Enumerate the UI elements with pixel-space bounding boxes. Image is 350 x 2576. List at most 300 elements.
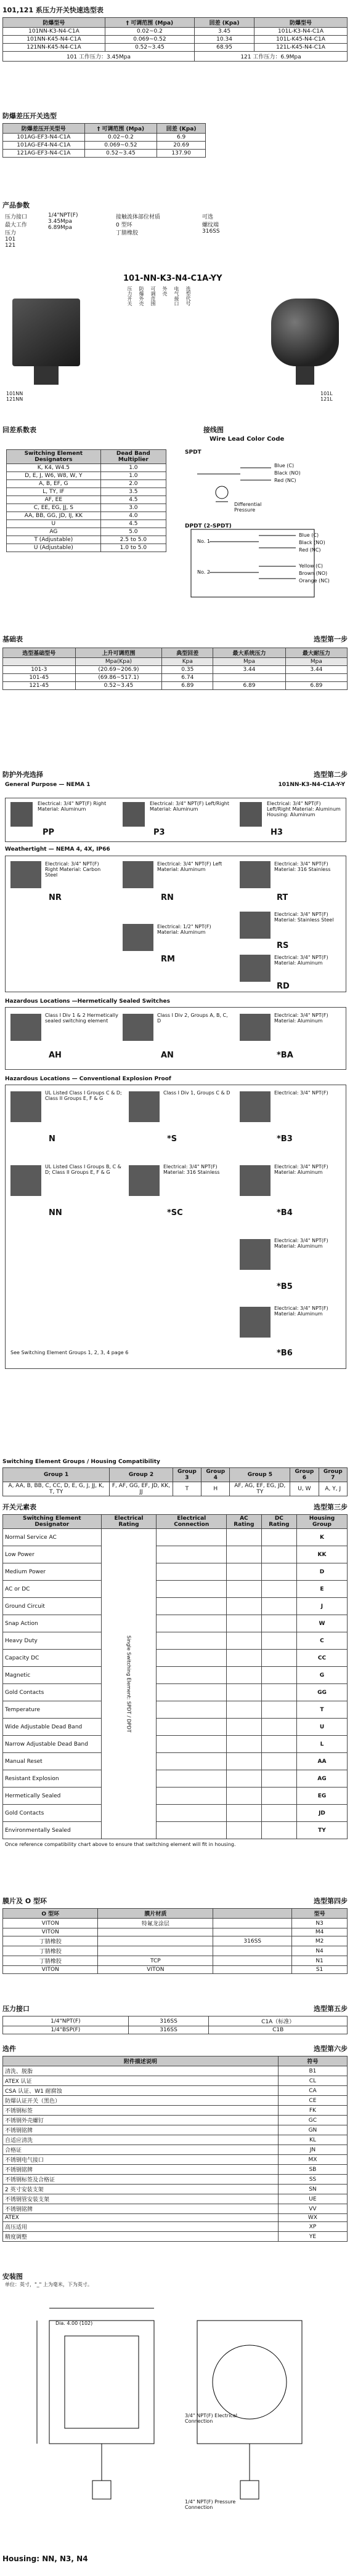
callout: 1/4" NPT(F) Pressure Connection (185, 2499, 236, 2510)
enclosure-code: P3 (153, 828, 165, 837)
table-cell (3, 658, 76, 666)
table-cell: 316SS (213, 1936, 292, 1946)
table-header: 膜片材质 (98, 1909, 213, 1919)
table-cell: L (296, 1736, 347, 1753)
table-header: 防爆型号 (254, 18, 348, 28)
table-cell: D (296, 1563, 347, 1581)
param-label: 接触流体部位材质 (116, 214, 161, 220)
table-cell (213, 1928, 292, 1936)
enclosure-icon (10, 1165, 41, 1196)
param-label: 121 (5, 243, 16, 249)
table-row (3, 2106, 348, 2116)
table-cell: 0.02~0.2 (84, 134, 157, 142)
table-header: Group 1 (3, 1468, 110, 1482)
table-cell: E (296, 1581, 347, 1598)
table-cell (213, 1966, 292, 1974)
table-row (7, 480, 166, 488)
section-title: 选件 (2, 2045, 16, 2053)
params-col (202, 212, 276, 249)
table-cell: 3.44 (213, 666, 286, 674)
table-cell: YE (278, 2232, 347, 2242)
section-step5 (0, 2004, 350, 2034)
callout: 3/4" NPT(F) Electrical Connection (185, 2413, 237, 2424)
table-cell: 5.0 (100, 528, 166, 536)
step-label: 选型第一步 (314, 635, 348, 643)
table-cell: Wide Adjustable Dead Band (3, 1719, 102, 1736)
table-row (3, 1805, 348, 1822)
code-parts (126, 286, 192, 306)
table-cell: 丁腈橡胶 (3, 1946, 98, 1956)
table-cell: U (7, 520, 101, 528)
table-cell: S1 (292, 1966, 348, 1974)
table-cell: VV (278, 2204, 347, 2214)
table-cell: K, K4, W4.5 (7, 464, 101, 472)
table-cell: 0.52~3.45 (75, 682, 162, 690)
wiring-heading: 接线图 (203, 426, 224, 434)
table-row (3, 1936, 348, 1946)
table-cell: 6.89 (285, 682, 347, 690)
section-title: 安装图 (2, 2273, 23, 2281)
table-row (3, 674, 348, 682)
table-cell (98, 1928, 213, 1936)
table-cell: Low Power (3, 1546, 102, 1563)
section-title: 防护外壳选择 (2, 771, 43, 779)
table-cell: MX (278, 2155, 347, 2165)
table-cell: C1A（标准） (209, 2016, 348, 2026)
enclosure-icon (240, 1014, 271, 1041)
section-product-params (0, 200, 350, 251)
table-row (7, 520, 166, 528)
table-cell: Gold Contacts (3, 1684, 102, 1701)
spdt-label: SPDT (185, 449, 201, 455)
table-row (7, 488, 166, 496)
section-title: 产品参数 (2, 201, 30, 209)
table-cell: Resistant Explosion (3, 1770, 102, 1788)
table-header: 型号 (292, 1909, 348, 1919)
table-row (3, 1529, 348, 1546)
switching-table (2, 1514, 348, 1839)
haz-box (5, 1007, 346, 1070)
enclosure-desc: Electrical: 3/4" NPT(F) Material: Aluminum (274, 1013, 328, 1024)
table-row (3, 2026, 348, 2034)
param-label: 压力接口 (5, 214, 28, 220)
lead-label: Blue (C) (299, 532, 319, 538)
table-row (3, 134, 206, 142)
enclosure-icon (10, 1014, 41, 1041)
table-header: 符号 (278, 2056, 347, 2066)
table-cell: 6.89 (213, 682, 286, 690)
table-cell: 1/4"NPT(F) (3, 2016, 129, 2026)
table-row (3, 1546, 348, 1563)
table-row (3, 2194, 348, 2204)
general-row (0, 779, 350, 790)
lead-label: Red (NC) (299, 547, 321, 553)
table-cell: G (296, 1667, 347, 1684)
switch-label: No. 1 (197, 539, 210, 544)
options-table (2, 2056, 348, 2242)
enclosure-icon (10, 861, 41, 888)
enclosure-desc: Electrical: 3/4" NPT(F) Left Material: Aluminum (157, 861, 222, 872)
table-cell: EG (296, 1788, 347, 1805)
table-cell: Kpa (162, 658, 213, 666)
base-model-table (2, 648, 348, 690)
lead-label: Red (NC) (274, 478, 296, 483)
table-cell: 0.069~0.52 (105, 36, 194, 44)
table-cell: 3.0 (100, 504, 166, 512)
table-row (7, 472, 166, 480)
table-header: † 可调范围 (Mpa) (105, 18, 194, 28)
table-header: 防爆差压开关型号 (3, 124, 85, 134)
param-value: 6.89Mpa (48, 225, 73, 231)
table-row (3, 666, 348, 674)
table-cell (213, 674, 286, 682)
table-cell: 2.5 to 5.0 (100, 536, 166, 544)
enclosure-code: NR (49, 893, 62, 902)
table-cell: Ground Circuit (3, 1598, 102, 1615)
enclosure-desc: Electrical: 3/4" NPT(F) Material: 316 Stainless (274, 861, 331, 872)
table-row (3, 1736, 348, 1753)
table-cell: 101AG-EF3-N4-C1A (3, 134, 85, 142)
table-cell: A, AA, B, BB, C, CC, D, E, G, J, JJ, K, T, TY (3, 1482, 110, 1496)
enclosure-code: RD (277, 982, 290, 991)
table-cell: T (173, 1482, 201, 1496)
table-cell: 101L-K45-N4-C1A (254, 36, 348, 44)
table-row (3, 1946, 348, 1956)
params-col (116, 212, 184, 249)
table-header: 上升可调范围 (75, 648, 162, 658)
table-cell: UE (278, 2194, 347, 2204)
table-cell: 101NN-K3-N4-C1A (3, 28, 105, 36)
table-row (7, 528, 166, 536)
table-cell: 特氟龙涂层 (98, 1919, 213, 1928)
enclosure-code: NN (49, 1208, 62, 1218)
product-photo-left (12, 299, 80, 366)
table-row (3, 1928, 348, 1936)
table-cell: F, AF, GG, EF, JD, KK, JJ (110, 1482, 173, 1496)
table-cell: 0.52~3.45 (105, 44, 194, 52)
enclosure-code: *BA (277, 1051, 293, 1060)
params-grid (0, 210, 350, 251)
table-row (3, 2214, 348, 2222)
table-footer-row (3, 52, 348, 62)
params-col (5, 212, 30, 249)
table-cell: CE (278, 2096, 347, 2106)
table-row (3, 36, 348, 44)
table-cell (213, 1919, 292, 1928)
table-cell: 68.95 (194, 44, 254, 52)
table-cell: Magnetic (3, 1667, 102, 1684)
table-row (3, 1966, 348, 1974)
table-cell: 不锈钢标签 (3, 2106, 279, 2116)
table-cell: 不锈钢铭牌 (3, 2204, 279, 2214)
code-part: 外壳 (162, 286, 168, 296)
table-cell: 不锈钢铭牌 (3, 2125, 279, 2135)
enclosure-code: N (49, 1134, 55, 1144)
enclosure-desc: Electrical: 3/4" NPT(F) Material: 316 Stainless (163, 1164, 220, 1175)
code-part: 防爆外壳 (139, 286, 144, 306)
footer-right: 121 工作压力：6.9Mpa (194, 52, 347, 62)
table-cell: M4 (292, 1928, 348, 1936)
table-header: Group 2 (110, 1468, 173, 1482)
table-cell: 316SS (128, 2016, 209, 2026)
product-photo-right-fitting (296, 366, 314, 385)
table-cell: SB (278, 2165, 347, 2175)
table-cell: 3.5 (100, 488, 166, 496)
table-row (3, 1563, 348, 1581)
enclosure-desc: Electrical: 3/4" NPT(F) Material: Aluminum (274, 1306, 328, 1317)
section-title: 基础表 (2, 635, 23, 643)
table-cell: CL (278, 2076, 347, 2086)
table-row (3, 1753, 348, 1770)
table-cell: 不锈钢标签及合格证 (3, 2175, 279, 2185)
table-cell: CA (278, 2086, 347, 2096)
table-cell: 2 英寸安装支架 (3, 2185, 279, 2194)
table-header: Group 6 (290, 1468, 319, 1482)
table-cell: 101L-K3-N4-C1A (254, 28, 348, 36)
table-header: Housing Group (296, 1515, 347, 1529)
enclosure-icon (240, 955, 271, 982)
general-header: General Purpose — NEMA 1 (5, 782, 91, 788)
table-header-row (3, 124, 206, 134)
enclosure-icon (240, 1307, 271, 1338)
table-row (3, 142, 206, 150)
housing-label: Housing: NN, N3, N4 (2, 2554, 88, 2563)
table-row (7, 512, 166, 520)
table-cell (98, 1936, 213, 1946)
table-cell: 101-45 (3, 674, 76, 682)
table-header: Group 3 (173, 1468, 201, 1482)
table-cell: 自适应清洗 (3, 2135, 279, 2145)
table-row (3, 2076, 348, 2086)
table-row (3, 1684, 348, 1701)
enclosure-desc: Electrical: 3/4" NPT(F) Material: Aluminum (274, 1164, 328, 1175)
code-part: 可调范围 (150, 286, 156, 306)
section-title: 回差系数表 (2, 426, 36, 434)
enclosure-desc: Electrical: 3/4" NPT(F) Right Material: Carbon Steel (45, 861, 101, 878)
table-cell: 2.0 (100, 480, 166, 488)
table-header: DC Rating (261, 1515, 296, 1529)
enclosure-desc: Electrical: 3/4" NPT(F) (274, 1090, 328, 1096)
table-row (3, 682, 348, 690)
table-cell: 101AG-EF4-N4-C1A (3, 142, 85, 150)
table-cell: Gold Contacts (3, 1805, 102, 1822)
table-row (3, 2145, 348, 2155)
table-row (3, 2066, 348, 2076)
enclosure-icon (10, 1091, 41, 1122)
table-cell (213, 1956, 292, 1966)
table-cell (285, 674, 347, 682)
general-box (5, 798, 346, 842)
table-cell: GN (278, 2125, 347, 2135)
param-value: 316SS (202, 228, 220, 235)
code-part: 电气接口 (174, 286, 179, 306)
table-cell: N3 (292, 1919, 348, 1928)
table-cell: Medium Power (3, 1563, 102, 1581)
table-header: Group 5 (230, 1468, 290, 1482)
table-row (7, 544, 166, 552)
table-row (3, 1822, 348, 1839)
table-row (3, 1482, 348, 1496)
enclosure-code: H3 (271, 828, 283, 837)
table-cell: H (201, 1482, 230, 1496)
table-row (3, 2116, 348, 2125)
table-cell: SN (278, 2185, 347, 2194)
table-header: Electrical Connection (157, 1515, 227, 1529)
table-row (3, 150, 206, 158)
table-cell: 0.069~0.52 (84, 142, 157, 150)
drawing-note: 单位：英寸，"_" 上为毫米，下为英寸。 (5, 2282, 92, 2287)
lead-label: Orange (NC) (299, 578, 330, 584)
table-cell: Capacity DC (3, 1650, 102, 1667)
enclosure-icon (240, 802, 262, 827)
param-value: 3.45Mpa (48, 219, 73, 225)
enclosure-icon (123, 861, 153, 888)
step-label: 选型第五步 (314, 2005, 348, 2013)
enclosure-code: *B5 (277, 1282, 293, 1291)
table-header: AC Rating (227, 1515, 262, 1529)
table-row (3, 1632, 348, 1650)
table-header: 最大耐压力 (285, 648, 347, 658)
table-cell: 0.35 (162, 666, 213, 674)
enclosure-desc: Electrical: 3/4" NPT(F) Left/Right Material: Aluminum Housing: Aluminum (267, 801, 341, 817)
enclosure-icon (123, 802, 145, 827)
enclosure-desc: Class I Div 1 & 2 Hermetically sealed switching element (45, 1013, 118, 1024)
table-row (7, 536, 166, 544)
deadband-table (6, 449, 166, 552)
port-fitting (92, 2481, 111, 2499)
section-title: Switching Element Groups / Housing Compatibility (2, 1459, 160, 1465)
table-cell: JN (278, 2145, 347, 2155)
table-cell: Mpa(Kpa) (75, 658, 162, 666)
lead-label: Blue (C) (274, 463, 295, 468)
table-cell: Heavy Duty (3, 1632, 102, 1650)
table-cell (213, 1946, 292, 1956)
table-cell: XP (278, 2222, 347, 2232)
haz-header: Hazardous Locations —Hermetically Sealed Switches (5, 998, 171, 1005)
table-row (3, 28, 348, 36)
table-cell: 10.34 (194, 36, 254, 44)
table-header: 最大系统压力 (213, 648, 286, 658)
enclosure-code: AN (161, 1051, 174, 1060)
table-header: 回差 (Kpa) (157, 124, 206, 134)
code-part: 选型代号 (185, 286, 191, 306)
table-row (7, 464, 166, 472)
table-row (3, 2165, 348, 2175)
enclosure-code: *B4 (277, 1208, 293, 1218)
enclosure-desc: Electrical: 3/4" NPT(F) Right Material: Aluminum (38, 801, 107, 812)
table-cell: 6.9 (157, 134, 206, 142)
table-cell: U (Adjustable) (7, 544, 101, 552)
table-header-row (7, 450, 166, 464)
enclosure-desc: Class I Div 1, Groups C & D (163, 1090, 230, 1096)
section-enclosures (0, 769, 350, 1453)
code-part: 压力开关 (127, 286, 132, 306)
table-row (3, 1598, 348, 1615)
table-row (3, 2135, 348, 2145)
table-cell: 121L-K45-N4-C1A (254, 44, 348, 52)
model-code: 101-NN-K3-N4-C1A-YY (123, 274, 222, 283)
table-cell: 316SS (128, 2026, 209, 2034)
switch-label: No. 2 (197, 569, 210, 575)
table-cell: B1 (278, 2066, 347, 2076)
table-cell: 清洗、脱脂 (3, 2066, 279, 2076)
table-cell: VITON (98, 1966, 213, 1974)
table-cell: 6.74 (162, 674, 213, 682)
quick-select-table (2, 17, 348, 62)
enclosure-code: AH (49, 1051, 62, 1060)
callout: Dia. 4.00 (102) (55, 2321, 93, 2326)
section-step3 (0, 1502, 350, 1884)
param-value: 0 型环 (116, 222, 132, 228)
table-cell: 137.90 (157, 150, 206, 158)
table-header: Switching Element Designator (3, 1515, 102, 1529)
connection-table (2, 2016, 348, 2034)
product-photo-right (271, 299, 339, 366)
install-drawing (12, 2296, 339, 2542)
enclosure-desc: UL Listed Class I Groups B, C & D; Class II Groups E, F & G (45, 1164, 121, 1175)
enclosure-code: *S (167, 1134, 177, 1144)
table-cell: 121-45 (3, 682, 76, 690)
table-header: 选型基础型号 (3, 648, 76, 658)
table-cell: AC or DC (3, 1581, 102, 1598)
table-cell: 3.44 (285, 666, 347, 674)
table-cell: N1 (292, 1956, 348, 1966)
table-row (3, 1719, 348, 1736)
table-cell: AG (296, 1770, 347, 1788)
enclosure-icon (10, 802, 33, 827)
table-row (3, 2086, 348, 2096)
section-header (0, 634, 350, 644)
groups-table (2, 1467, 348, 1496)
enclosure-icon (240, 861, 271, 888)
enclosure-icon (123, 924, 153, 951)
exp-header: Hazardous Locations — Conventional Explosion Proof (5, 1076, 171, 1082)
table-cell: A, B, EF, G (7, 480, 101, 488)
enclosure-desc: Electrical: 3/4" NPT(F) Material: Stainless Steel (274, 912, 334, 923)
table-cell: U (296, 1719, 347, 1736)
exp-box (5, 1085, 346, 1369)
section-step4 (0, 1896, 350, 1974)
pressure-symbol (216, 486, 228, 499)
section-header (0, 2044, 350, 2053)
photo-caption-left: 101NN 121NN (6, 391, 23, 402)
table-cell: KK (296, 1546, 347, 1563)
table-cell: (20.69~206.9) (75, 666, 162, 674)
lead-label: Black (NO) (299, 540, 325, 545)
table-cell: 4.5 (100, 496, 166, 504)
table-cell: 4.0 (100, 512, 166, 520)
table-cell: AA (296, 1753, 347, 1770)
table-cell: N4 (292, 1946, 348, 1956)
table-cell: Mpa (213, 658, 286, 666)
table-cell: AA, BB, GG, JD, IJ, KK (7, 512, 101, 520)
section-header (0, 1502, 350, 1512)
table-cell: FK (278, 2106, 347, 2116)
table-cell: VITON (3, 1928, 98, 1936)
params-col (48, 212, 97, 249)
table-cell: TCP (98, 1956, 213, 1966)
table-row (3, 1919, 348, 1928)
lead-label: Black (NO) (274, 470, 301, 476)
table-cell: 合格证 (3, 2145, 279, 2155)
table-cell: AF, AG, EF, EG, JD, TY (230, 1482, 290, 1496)
enclosure-code: PP (43, 828, 55, 837)
param-value: 1/4"NPT(F) (48, 212, 78, 219)
section-install-drawing (0, 2271, 350, 2573)
wiring-title: Wire Lead Color Code (210, 436, 285, 443)
lead-label: Brown (NO) (299, 571, 328, 576)
table-cell: Hermetically Sealed (3, 1788, 102, 1805)
